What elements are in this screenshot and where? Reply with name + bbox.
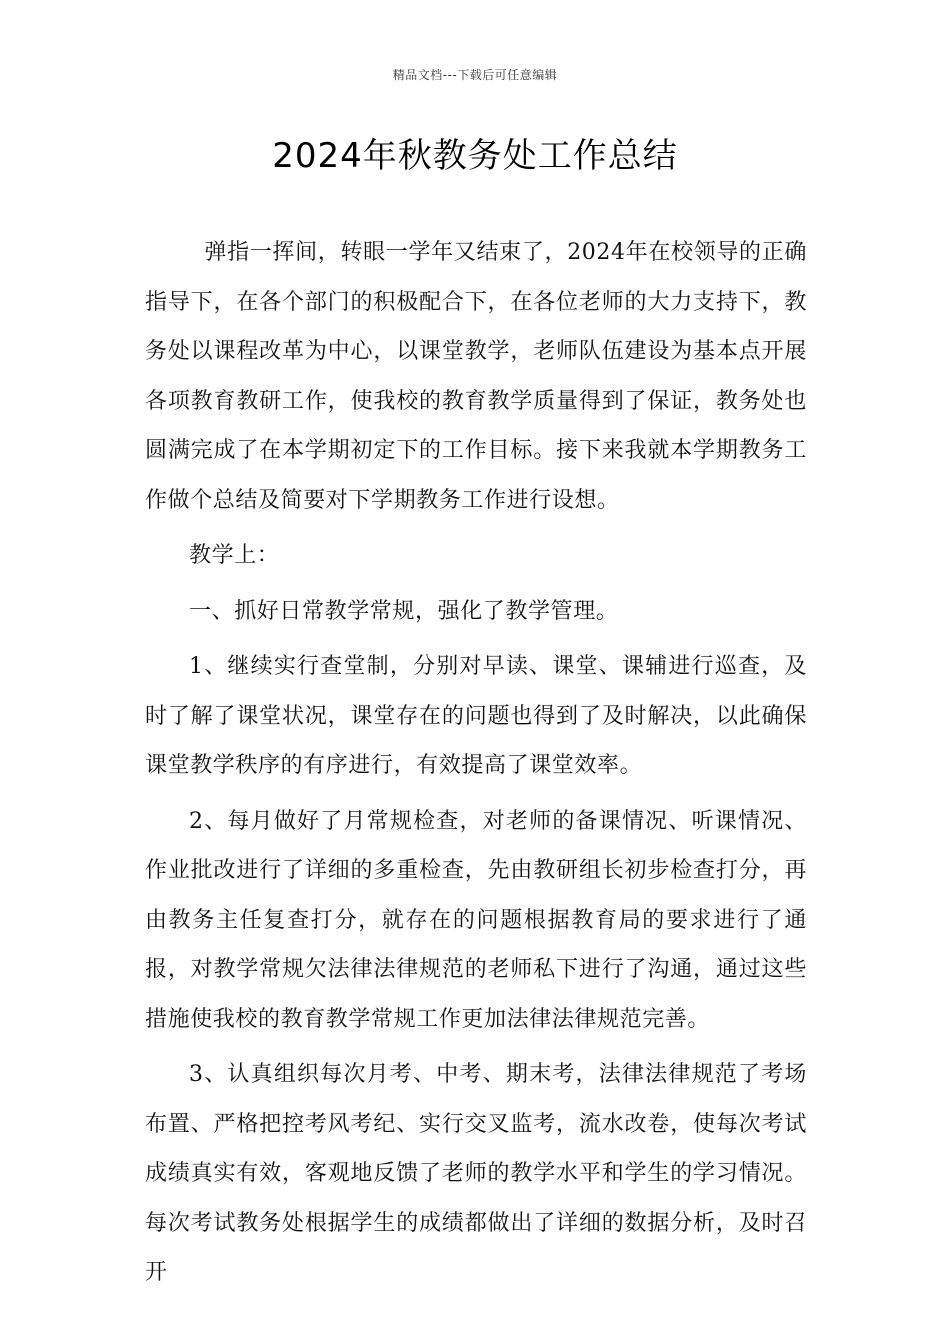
document-title: 2024年秋教务处工作总结 xyxy=(272,136,678,176)
paragraph-item-2: 2、每月做好了月常规检查，对老师的备课情况、听课情况、作业批改进行了详细的多重检查，先由教研组长初步检查打分，再由教务主任复查打分，就存在的问题根据教育局的要求进行了通报，对教学常规欠法律法律规范的老师私下进行了沟通，通过这些措施使我校的教育教学常规工作更加法律法律规范完善。 xyxy=(145,808,807,1032)
paragraph-section-teaching: 教学上： xyxy=(189,543,280,568)
header-note: 精品文档---下载后可任意编辑 xyxy=(392,68,558,82)
paragraph-item-1: 1、继续实行查堂制，分别对早读、课堂、课辅进行巡查，及时了解了课堂状况，课堂存在的问题也得到了及时解决，以此确保课堂教学秩序的有序进行，有效提高了课堂效率。 xyxy=(145,654,807,778)
paragraph-intro: 弹指一挥间，转眼一学年又结束了，2024年在校领导的正确指导下，在各个部门的积极配合下，在各位老师的大力支持下，教务处以课程改革为中心，以课堂教学，老师队伍建设为基本点开展各项教育教研工作，使我校的教育教学质量得到了保证，教务处也圆满完成了在本学期初定下的工作目标。接下来我就本学期教务工作做个总结及简要对下学期教务工作进行设想。 xyxy=(145,240,807,513)
document-body xyxy=(145,228,807,1298)
paragraph-heading-1: 一、抓好日常教学常规，强化了教学管理。 xyxy=(189,598,619,624)
paragraph-item-3: 3、认真组织每次月考、中考、期末考，法律法律规范了考场布置、严格把控考风考纪、实行交叉监考，流水改卷，使每次考试成绩真实有效，客观地反馈了老师的教学水平和学生的学习情况。每次考试教务处根据学生的成绩都做出了详细的数据分析，及时召开 xyxy=(145,1062,807,1285)
